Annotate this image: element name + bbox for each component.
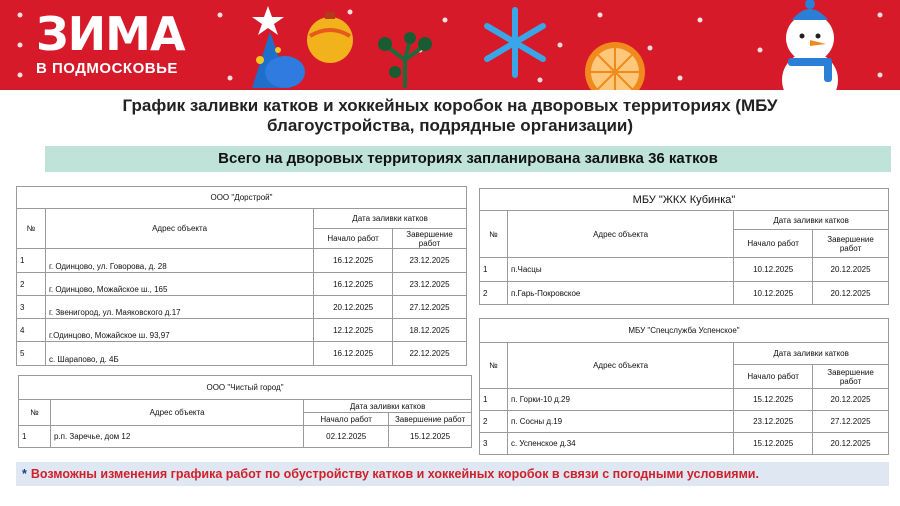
- banner-decorations: [0, 0, 900, 90]
- col-header-end: Завершение работ: [813, 365, 889, 389]
- row-end: 27.12.2025: [813, 411, 889, 433]
- table-row: [480, 389, 889, 411]
- row-end: 20.12.2025: [813, 282, 889, 305]
- row-end: 20.12.2025: [813, 389, 889, 411]
- table-row: [480, 433, 889, 455]
- row-end: 15.12.2025: [389, 426, 472, 448]
- row-start: 10.12.2025: [734, 258, 813, 282]
- orange-slice-icon: [585, 42, 645, 90]
- row-end: 23.12.2025: [393, 249, 467, 273]
- row-num: 2: [17, 273, 46, 296]
- row-num: 1: [480, 389, 508, 411]
- row-address: п.Гарь-Покровское: [507, 282, 733, 305]
- row-num: 1: [17, 249, 46, 273]
- row-start: 15.12.2025: [734, 389, 813, 411]
- note-text: Возможны изменения графика работ по обустройству катков и хоккейных коробок в связи с погодными условиями.: [30, 467, 759, 481]
- row-start: 10.12.2025: [734, 282, 813, 305]
- row-start: 23.12.2025: [734, 411, 813, 433]
- logo-title: ЗИМА: [36, 7, 185, 61]
- table-org-name: МБУ "Спецслужба Успенское": [480, 319, 889, 343]
- row-end: 20.12.2025: [813, 258, 889, 282]
- col-header-start: Начало работ: [304, 413, 389, 426]
- table-org-name: ООО "Чистый город": [19, 376, 472, 400]
- row-num: 2: [480, 411, 508, 433]
- table-row: [19, 426, 472, 448]
- row-start: 20.12.2025: [314, 296, 393, 319]
- col-header-end: Завершение работ: [393, 229, 467, 249]
- table-org-name: МБУ "ЖКХ Кубинка": [480, 189, 889, 211]
- row-address: р.п. Заречье, дом 12: [50, 426, 303, 448]
- row-start: 12.12.2025: [314, 319, 393, 342]
- row-num: 2: [480, 282, 508, 305]
- col-header-date: Дата заливки катков: [314, 209, 467, 229]
- page-title: График заливки катков и хоккейных коробок на дворовых территориях (МБУ благоустройства, подрядные организации): [122, 96, 778, 135]
- row-end: 23.12.2025: [393, 273, 467, 296]
- col-header-end: Завершение работ: [813, 230, 889, 258]
- row-address: п.Часцы: [507, 258, 733, 282]
- row-address: г. Звенигород, ул. Маяковского д.17: [45, 296, 313, 319]
- table-row: [17, 296, 467, 319]
- row-end: 27.12.2025: [393, 296, 467, 319]
- row-start: 16.12.2025: [314, 273, 393, 296]
- table-row: [17, 249, 467, 273]
- row-num: 5: [17, 342, 46, 366]
- col-header-num: №: [480, 211, 508, 258]
- table-row: [17, 319, 467, 342]
- row-end: 18.12.2025: [393, 319, 467, 342]
- table-dorstroy: [16, 186, 467, 366]
- row-address: г. Одинцово, Можайское ш., 165: [45, 273, 313, 296]
- star-icon: [252, 6, 284, 35]
- christmas-tree-icon: [252, 32, 305, 88]
- row-address: г. Одинцово, ул. Говорова, д. 28: [45, 249, 313, 273]
- table-zhkh-kubinka: [479, 188, 889, 305]
- header-banner: [0, 0, 900, 90]
- row-address: п. Горки-10 д.29: [507, 389, 733, 411]
- table-row: [480, 282, 889, 305]
- table-org-name: ООО "Дорстрой": [17, 187, 467, 209]
- row-address: с. Шарапово, д. 4Б: [45, 342, 313, 366]
- table-specsluzhba-uspenskoe: [479, 318, 889, 455]
- col-header-num: №: [480, 343, 508, 389]
- row-start: 16.12.2025: [314, 342, 393, 366]
- table-row: [17, 342, 467, 366]
- col-header-date: Дата заливки катков: [304, 400, 472, 413]
- row-start: 02.12.2025: [304, 426, 389, 448]
- row-num: 1: [480, 258, 508, 282]
- table-chisty-gorod: [18, 375, 472, 448]
- table-row: [480, 411, 889, 433]
- row-start: 15.12.2025: [734, 433, 813, 455]
- logo-subtitle: В ПОДМОСКОВЬЕ: [36, 60, 178, 77]
- col-header-start: Начало работ: [314, 229, 393, 249]
- weather-note: [16, 462, 889, 486]
- col-header-start: Начало работ: [734, 365, 813, 389]
- row-num: 4: [17, 319, 46, 342]
- col-header-address: Адрес объекта: [507, 343, 733, 389]
- col-header-date: Дата заливки катков: [734, 343, 889, 365]
- col-header-num: №: [17, 209, 46, 249]
- row-num: 3: [17, 296, 46, 319]
- col-header-end: Завершение работ: [389, 413, 472, 426]
- ornament-ball-icon: [307, 12, 353, 63]
- col-header-start: Начало работ: [734, 230, 813, 258]
- row-address: с. Успенское д.34: [507, 433, 733, 455]
- col-header-address: Адрес объекта: [50, 400, 303, 426]
- table-row: [480, 258, 889, 282]
- row-num: 1: [19, 426, 51, 448]
- row-num: 3: [480, 433, 508, 455]
- note-asterisk: *: [22, 467, 27, 481]
- summary-banner: Всего на дворовых территориях запланирована заливка 36 катков: [45, 146, 891, 172]
- col-header-address: Адрес объекта: [507, 211, 733, 258]
- col-header-date: Дата заливки катков: [734, 211, 889, 230]
- snowflake-icon: [487, 10, 543, 75]
- row-end: 20.12.2025: [813, 433, 889, 455]
- row-end: 22.12.2025: [393, 342, 467, 366]
- snowman-icon: [782, 0, 838, 90]
- col-header-address: Адрес объекта: [45, 209, 313, 249]
- col-header-num: №: [19, 400, 51, 426]
- berries-icon: [378, 32, 432, 88]
- row-address: г.Одинцово, Можайское ш. 93,97: [45, 319, 313, 342]
- row-address: п. Сосны д.19: [507, 411, 733, 433]
- table-row: [17, 273, 467, 296]
- row-start: 16.12.2025: [314, 249, 393, 273]
